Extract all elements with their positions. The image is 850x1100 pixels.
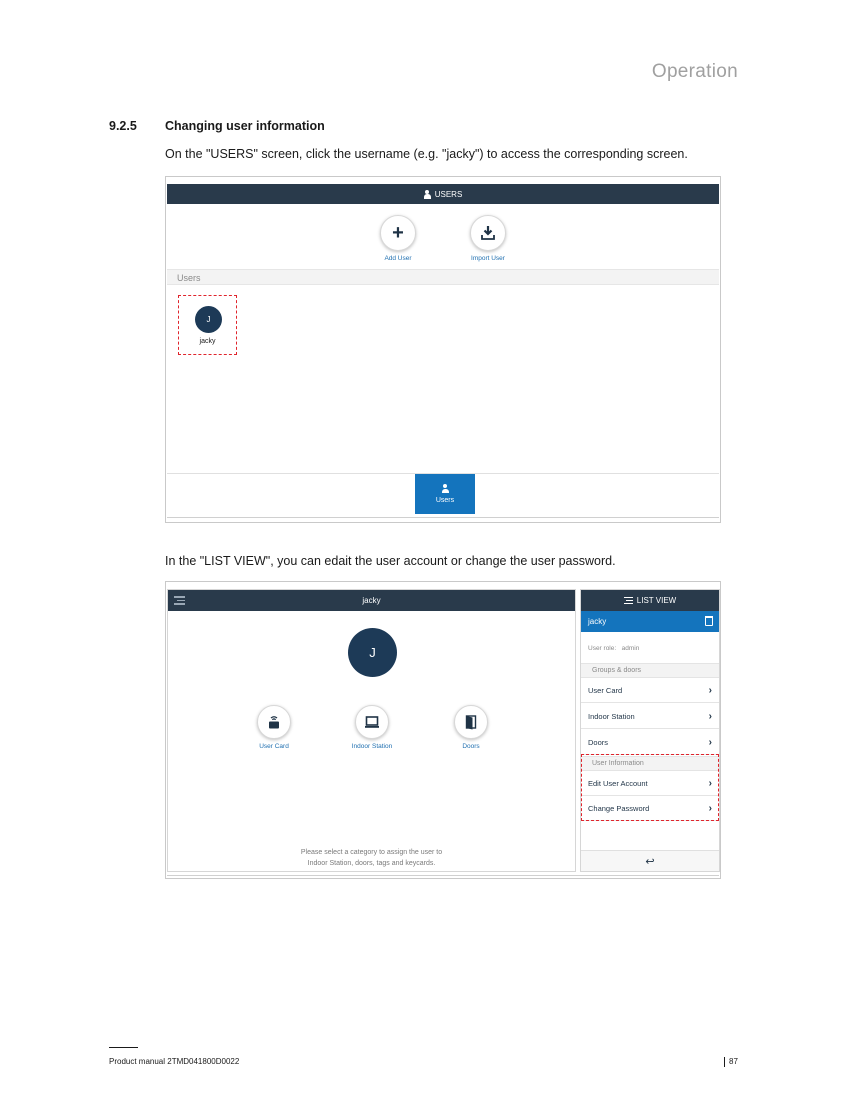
person-icon [424,190,431,199]
users-content [167,204,719,512]
page-header-title: Operation [651,61,738,82]
list-view-user-name: jacky [588,617,607,626]
tab-users[interactable] [415,474,475,514]
category-hint [168,847,575,869]
back-arrow-icon: ↩ [645,855,655,868]
users-heading: Users [167,269,719,285]
user-role-value: admin [621,645,640,652]
list-toggle-icon[interactable] [174,596,185,605]
person-icon [442,484,449,493]
list-item-label: Edit User Account [588,779,648,788]
list-item-label: Indoor Station [588,712,635,721]
footer-document-id: Product manual 2TMD041800D0022 [109,1057,240,1066]
monitor-icon [364,714,380,730]
users-title: USERS [434,189,463,199]
chevron-right-icon: › [708,711,712,722]
download-icon [480,225,496,241]
back-button[interactable] [581,850,719,871]
users-screen-screenshot [165,176,721,523]
user-detail-screenshot [165,581,721,879]
users-title-bar [167,184,719,204]
list-view-title: LIST VIEW [636,596,677,605]
page-number: 87 [724,1057,738,1067]
list-item-indoor-station[interactable] [581,704,719,729]
section-title: Changing user information [165,119,325,133]
divider [167,875,719,876]
avatar: J [195,306,222,333]
hint-line-2: Indoor Station, doors, tags and keycards. [307,860,436,867]
import-user-label: Import User [471,255,505,262]
list-item-user-card[interactable] [581,678,719,703]
list-item-doors[interactable] [581,730,719,755]
user-card-label: User Card [259,743,289,750]
doors-button[interactable] [454,705,488,739]
groups-doors-heading: Groups & doors [581,663,719,678]
user-card-icon [266,714,282,730]
section-number: 9.2.5 [109,119,137,133]
chevron-right-icon: › [708,778,712,789]
divider [167,517,719,518]
hint-line-1: Please select a category to assign the user to [300,849,443,856]
user-detail-panel [167,589,576,872]
import-user-button[interactable] [470,215,506,251]
chevron-right-icon: › [708,737,712,748]
doors-label: Doors [462,743,480,750]
list-item-label: Doors [588,738,609,747]
user-role [588,645,639,652]
tab-users-label: Users [435,497,455,504]
footer-rule [109,1047,138,1048]
avatar: J [348,628,397,677]
list-view-panel [580,589,720,872]
user-information-heading: User Information [581,756,719,771]
list-icon [624,597,633,604]
chevron-right-icon: › [708,685,712,696]
list-view-title-bar [581,590,719,611]
user-tile-jacky[interactable] [178,295,237,355]
user-detail-title: jacky [362,596,381,605]
users-footer-bar [167,473,719,514]
list-view-user-header [581,611,719,632]
indoor-station-label: Indoor Station [351,743,393,750]
trash-icon[interactable] [705,616,713,626]
user-role-label: User role: [588,645,617,652]
chevron-right-icon: › [708,803,712,814]
user-detail-title-bar [168,590,575,611]
indoor-station-button[interactable] [355,705,389,739]
list-item-label: Change Password [588,804,650,813]
add-user-label: Add User [384,255,412,262]
intro-paragraph: On the "USERS" screen, click the username (e.g. "jacky") to access the corresponding screen. [165,147,688,161]
plus-icon: + [392,222,404,244]
highlight-box [581,754,719,821]
door-icon [463,714,479,730]
list-view-paragraph: In the "LIST VIEW", you can edait the user account or change the user password. [165,554,616,568]
add-user-button[interactable] [380,215,416,251]
user-name: jacky [199,338,216,345]
list-item-label: User Card [588,686,623,695]
user-card-button[interactable] [257,705,291,739]
